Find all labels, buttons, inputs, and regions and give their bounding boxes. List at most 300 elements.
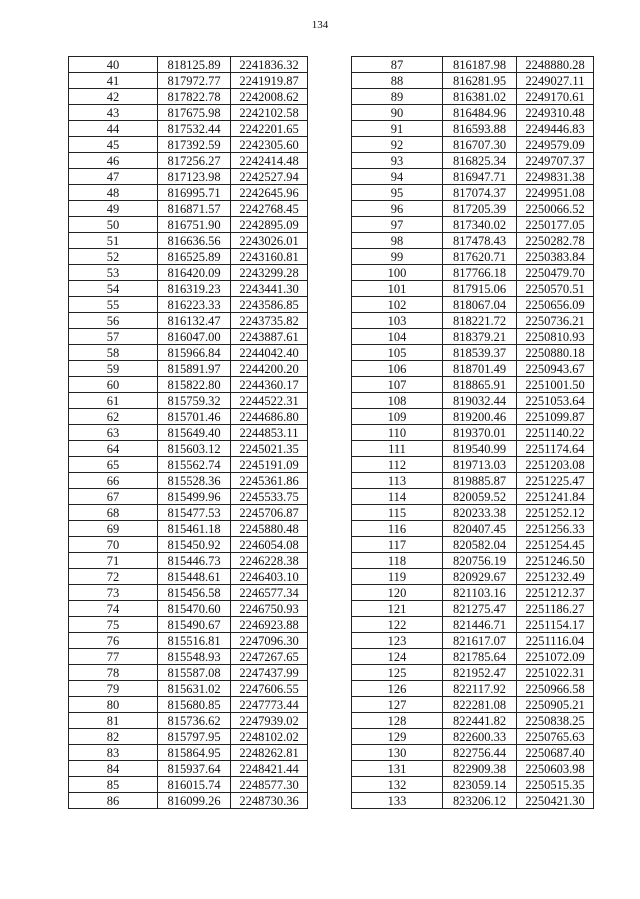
- x-coordinate-cell: 816751.90: [158, 217, 231, 233]
- point-number-cell: 70: [69, 537, 158, 553]
- point-number-cell: 45: [69, 137, 158, 153]
- x-coordinate-cell: 822441.82: [443, 713, 517, 729]
- x-coordinate-cell: 816871.57: [158, 201, 231, 217]
- x-coordinate-cell: 823059.14: [443, 777, 517, 793]
- table-row: [69, 377, 308, 393]
- table-row: [69, 505, 308, 521]
- x-coordinate-cell: 816047.00: [158, 329, 231, 345]
- point-number-cell: 90: [352, 105, 443, 121]
- x-coordinate-cell: 817766.18: [443, 265, 517, 281]
- y-coordinate-cell: 2251225.47: [517, 473, 594, 489]
- x-coordinate-cell: 815499.96: [158, 489, 231, 505]
- table-row: [69, 521, 308, 537]
- point-number-cell: 132: [352, 777, 443, 793]
- y-coordinate-cell: 2250966.58: [517, 681, 594, 697]
- point-number-cell: 62: [69, 409, 158, 425]
- point-number-cell: 60: [69, 377, 158, 393]
- point-number-cell: 82: [69, 729, 158, 745]
- x-coordinate-cell: 816484.96: [443, 105, 517, 121]
- y-coordinate-cell: 2249027.11: [517, 73, 594, 89]
- table-row: [352, 185, 594, 201]
- x-coordinate-cell: 816187.98: [443, 57, 517, 73]
- point-number-cell: 128: [352, 713, 443, 729]
- y-coordinate-cell: 2250810.93: [517, 329, 594, 345]
- y-coordinate-cell: 2250838.25: [517, 713, 594, 729]
- y-coordinate-cell: 2250905.21: [517, 697, 594, 713]
- table-row: [69, 585, 308, 601]
- x-coordinate-cell: 822281.08: [443, 697, 517, 713]
- table-row: [69, 713, 308, 729]
- y-coordinate-cell: 2247267.65: [231, 649, 308, 665]
- table-row: [352, 105, 594, 121]
- point-number-cell: 95: [352, 185, 443, 201]
- point-number-cell: 54: [69, 281, 158, 297]
- x-coordinate-cell: 821952.47: [443, 665, 517, 681]
- x-coordinate-cell: 818379.21: [443, 329, 517, 345]
- table-row: [352, 617, 594, 633]
- x-coordinate-cell: 819540.99: [443, 441, 517, 457]
- x-coordinate-cell: 822756.44: [443, 745, 517, 761]
- y-coordinate-cell: 2250687.40: [517, 745, 594, 761]
- x-coordinate-cell: 817478.43: [443, 233, 517, 249]
- point-number-cell: 122: [352, 617, 443, 633]
- x-coordinate-cell: 815470.60: [158, 601, 231, 617]
- point-number-cell: 117: [352, 537, 443, 553]
- table-row: [69, 793, 308, 809]
- y-coordinate-cell: 2246923.88: [231, 617, 308, 633]
- y-coordinate-cell: 2251072.09: [517, 649, 594, 665]
- table-row: [352, 409, 594, 425]
- y-coordinate-cell: 2250066.52: [517, 201, 594, 217]
- table-row: [352, 457, 594, 473]
- table-row: [69, 409, 308, 425]
- point-number-cell: 84: [69, 761, 158, 777]
- table-row: [69, 537, 308, 553]
- x-coordinate-cell: 821275.47: [443, 601, 517, 617]
- point-number-cell: 85: [69, 777, 158, 793]
- table-row: [69, 441, 308, 457]
- x-coordinate-cell: 821785.64: [443, 649, 517, 665]
- y-coordinate-cell: 2243586.85: [231, 297, 308, 313]
- x-coordinate-cell: 818221.72: [443, 313, 517, 329]
- y-coordinate-cell: 2241919.87: [231, 73, 308, 89]
- table-row: [69, 457, 308, 473]
- y-coordinate-cell: 2251256.33: [517, 521, 594, 537]
- x-coordinate-cell: 816420.09: [158, 265, 231, 281]
- point-number-cell: 109: [352, 409, 443, 425]
- x-coordinate-cell: 822117.92: [443, 681, 517, 697]
- point-number-cell: 107: [352, 377, 443, 393]
- table-row: [69, 361, 308, 377]
- point-number-cell: 48: [69, 185, 158, 201]
- y-coordinate-cell: 2244200.20: [231, 361, 308, 377]
- coordinate-table-right: [351, 56, 594, 809]
- x-coordinate-cell: 822600.33: [443, 729, 517, 745]
- y-coordinate-cell: 2242008.62: [231, 89, 308, 105]
- table-row: [352, 233, 594, 249]
- y-coordinate-cell: 2246403.10: [231, 569, 308, 585]
- table-row: [69, 201, 308, 217]
- x-coordinate-cell: 815548.93: [158, 649, 231, 665]
- y-coordinate-cell: 2245191.09: [231, 457, 308, 473]
- x-coordinate-cell: 817915.06: [443, 281, 517, 297]
- table-row: [352, 729, 594, 745]
- table-row: [69, 649, 308, 665]
- x-coordinate-cell: 815450.92: [158, 537, 231, 553]
- x-coordinate-cell: 817620.71: [443, 249, 517, 265]
- x-coordinate-cell: 820756.19: [443, 553, 517, 569]
- coordinate-table-left: [68, 56, 308, 809]
- point-number-cell: 115: [352, 505, 443, 521]
- table-row: [352, 137, 594, 153]
- table-row: [352, 57, 594, 73]
- point-number-cell: 97: [352, 217, 443, 233]
- table-row: [69, 153, 308, 169]
- point-number-cell: 57: [69, 329, 158, 345]
- y-coordinate-cell: 2244853.11: [231, 425, 308, 441]
- y-coordinate-cell: 2246577.34: [231, 585, 308, 601]
- y-coordinate-cell: 2245021.35: [231, 441, 308, 457]
- table-row: [352, 521, 594, 537]
- x-coordinate-cell: 820582.04: [443, 537, 517, 553]
- y-coordinate-cell: 2243160.81: [231, 249, 308, 265]
- table-row: [352, 217, 594, 233]
- y-coordinate-cell: 2244522.31: [231, 393, 308, 409]
- y-coordinate-cell: 2243887.61: [231, 329, 308, 345]
- y-coordinate-cell: 2251186.27: [517, 601, 594, 617]
- point-number-cell: 124: [352, 649, 443, 665]
- x-coordinate-cell: 816707.30: [443, 137, 517, 153]
- y-coordinate-cell: 2250656.09: [517, 297, 594, 313]
- x-coordinate-cell: 815461.18: [158, 521, 231, 537]
- y-coordinate-cell: 2251254.45: [517, 537, 594, 553]
- x-coordinate-cell: 816319.23: [158, 281, 231, 297]
- point-number-cell: 123: [352, 633, 443, 649]
- x-coordinate-cell: 817256.27: [158, 153, 231, 169]
- table-row: [352, 329, 594, 345]
- table-row: [69, 217, 308, 233]
- table-row: [352, 121, 594, 137]
- x-coordinate-cell: 822909.38: [443, 761, 517, 777]
- table-row: [352, 361, 594, 377]
- x-coordinate-cell: 815456.58: [158, 585, 231, 601]
- y-coordinate-cell: 2248262.81: [231, 745, 308, 761]
- table-row: [352, 681, 594, 697]
- table-row: [69, 57, 308, 73]
- point-number-cell: 69: [69, 521, 158, 537]
- table-row: [352, 345, 594, 361]
- table-row: [352, 777, 594, 793]
- y-coordinate-cell: 2250515.35: [517, 777, 594, 793]
- point-number-cell: 55: [69, 297, 158, 313]
- y-coordinate-cell: 2248577.30: [231, 777, 308, 793]
- x-coordinate-cell: 819885.87: [443, 473, 517, 489]
- point-number-cell: 114: [352, 489, 443, 505]
- y-coordinate-cell: 2251154.17: [517, 617, 594, 633]
- table-row: [69, 617, 308, 633]
- point-number-cell: 40: [69, 57, 158, 73]
- x-coordinate-cell: 817972.77: [158, 73, 231, 89]
- point-number-cell: 59: [69, 361, 158, 377]
- y-coordinate-cell: 2243299.28: [231, 265, 308, 281]
- x-coordinate-cell: 817123.98: [158, 169, 231, 185]
- x-coordinate-cell: 815528.36: [158, 473, 231, 489]
- point-number-cell: 81: [69, 713, 158, 729]
- table-row: [352, 665, 594, 681]
- y-coordinate-cell: 2243026.01: [231, 233, 308, 249]
- y-coordinate-cell: 2246228.38: [231, 553, 308, 569]
- table-row: [352, 697, 594, 713]
- x-coordinate-cell: 818067.04: [443, 297, 517, 313]
- table-row: [69, 761, 308, 777]
- y-coordinate-cell: 2250570.51: [517, 281, 594, 297]
- y-coordinate-cell: 2242527.94: [231, 169, 308, 185]
- x-coordinate-cell: 819713.03: [443, 457, 517, 473]
- x-coordinate-cell: 815864.95: [158, 745, 231, 761]
- table-row: [352, 297, 594, 313]
- y-coordinate-cell: 2251246.50: [517, 553, 594, 569]
- point-number-cell: 118: [352, 553, 443, 569]
- table-row: [69, 329, 308, 345]
- x-coordinate-cell: 816593.88: [443, 121, 517, 137]
- table-row: [352, 377, 594, 393]
- point-number-cell: 47: [69, 169, 158, 185]
- x-coordinate-cell: 820059.52: [443, 489, 517, 505]
- y-coordinate-cell: 2246054.08: [231, 537, 308, 553]
- table-row: [352, 201, 594, 217]
- y-coordinate-cell: 2243441.30: [231, 281, 308, 297]
- y-coordinate-cell: 2250736.21: [517, 313, 594, 329]
- point-number-cell: 79: [69, 681, 158, 697]
- y-coordinate-cell: 2244360.17: [231, 377, 308, 393]
- point-number-cell: 120: [352, 585, 443, 601]
- x-coordinate-cell: 817532.44: [158, 121, 231, 137]
- table-row: [352, 553, 594, 569]
- point-number-cell: 66: [69, 473, 158, 489]
- table-row: [69, 281, 308, 297]
- x-coordinate-cell: 817205.39: [443, 201, 517, 217]
- table-row: [69, 345, 308, 361]
- point-number-cell: 42: [69, 89, 158, 105]
- x-coordinate-cell: 815446.73: [158, 553, 231, 569]
- table-row: [69, 569, 308, 585]
- table-row: [352, 585, 594, 601]
- table-row: [69, 425, 308, 441]
- y-coordinate-cell: 2251053.64: [517, 393, 594, 409]
- point-number-cell: 87: [352, 57, 443, 73]
- y-coordinate-cell: 2244042.40: [231, 345, 308, 361]
- x-coordinate-cell: 816099.26: [158, 793, 231, 809]
- point-number-cell: 127: [352, 697, 443, 713]
- table-body: [352, 57, 594, 809]
- point-number-cell: 100: [352, 265, 443, 281]
- x-coordinate-cell: 816825.34: [443, 153, 517, 169]
- point-number-cell: 101: [352, 281, 443, 297]
- y-coordinate-cell: 2249951.08: [517, 185, 594, 201]
- point-number-cell: 111: [352, 441, 443, 457]
- point-number-cell: 52: [69, 249, 158, 265]
- y-coordinate-cell: 2247939.02: [231, 713, 308, 729]
- point-number-cell: 68: [69, 505, 158, 521]
- y-coordinate-cell: 2251116.04: [517, 633, 594, 649]
- point-number-cell: 99: [352, 249, 443, 265]
- y-coordinate-cell: 2251212.37: [517, 585, 594, 601]
- point-number-cell: 67: [69, 489, 158, 505]
- point-number-cell: 53: [69, 265, 158, 281]
- point-number-cell: 88: [352, 73, 443, 89]
- y-coordinate-cell: 2245361.86: [231, 473, 308, 489]
- x-coordinate-cell: 818865.91: [443, 377, 517, 393]
- x-coordinate-cell: 815562.74: [158, 457, 231, 473]
- table-row: [352, 537, 594, 553]
- table-row: [352, 265, 594, 281]
- x-coordinate-cell: 817392.59: [158, 137, 231, 153]
- point-number-cell: 116: [352, 521, 443, 537]
- y-coordinate-cell: 2249170.61: [517, 89, 594, 105]
- x-coordinate-cell: 815448.61: [158, 569, 231, 585]
- table-row: [69, 489, 308, 505]
- table-row: [352, 73, 594, 89]
- y-coordinate-cell: 2250765.63: [517, 729, 594, 745]
- point-number-cell: 51: [69, 233, 158, 249]
- table-row: [69, 473, 308, 489]
- x-coordinate-cell: 816995.71: [158, 185, 231, 201]
- y-coordinate-cell: 2245533.75: [231, 489, 308, 505]
- table-row: [69, 665, 308, 681]
- x-coordinate-cell: 821617.07: [443, 633, 517, 649]
- x-coordinate-cell: 817340.02: [443, 217, 517, 233]
- table-row: [69, 105, 308, 121]
- point-number-cell: 56: [69, 313, 158, 329]
- table-row: [352, 633, 594, 649]
- x-coordinate-cell: 818701.49: [443, 361, 517, 377]
- table-row: [352, 393, 594, 409]
- table-row: [69, 73, 308, 89]
- table-row: [352, 505, 594, 521]
- x-coordinate-cell: 816947.71: [443, 169, 517, 185]
- point-number-cell: 130: [352, 745, 443, 761]
- x-coordinate-cell: 821103.16: [443, 585, 517, 601]
- table-row: [352, 249, 594, 265]
- x-coordinate-cell: 815649.40: [158, 425, 231, 441]
- point-number-cell: 121: [352, 601, 443, 617]
- y-coordinate-cell: 2250282.78: [517, 233, 594, 249]
- point-number-cell: 86: [69, 793, 158, 809]
- point-number-cell: 78: [69, 665, 158, 681]
- point-number-cell: 103: [352, 313, 443, 329]
- x-coordinate-cell: 820407.45: [443, 521, 517, 537]
- point-number-cell: 43: [69, 105, 158, 121]
- table-row: [69, 313, 308, 329]
- point-number-cell: 58: [69, 345, 158, 361]
- x-coordinate-cell: 818539.37: [443, 345, 517, 361]
- point-number-cell: 104: [352, 329, 443, 345]
- x-coordinate-cell: 820929.67: [443, 569, 517, 585]
- table-row: [352, 169, 594, 185]
- table-row: [352, 313, 594, 329]
- y-coordinate-cell: 2251203.08: [517, 457, 594, 473]
- y-coordinate-cell: 2242645.96: [231, 185, 308, 201]
- y-coordinate-cell: 2250421.30: [517, 793, 594, 809]
- table-row: [69, 89, 308, 105]
- x-coordinate-cell: 818125.89: [158, 57, 231, 73]
- y-coordinate-cell: 2242414.48: [231, 153, 308, 169]
- x-coordinate-cell: 821446.71: [443, 617, 517, 633]
- point-number-cell: 93: [352, 153, 443, 169]
- y-coordinate-cell: 2251022.31: [517, 665, 594, 681]
- y-coordinate-cell: 2251252.12: [517, 505, 594, 521]
- y-coordinate-cell: 2249446.83: [517, 121, 594, 137]
- point-number-cell: 129: [352, 729, 443, 745]
- table-row: [69, 745, 308, 761]
- x-coordinate-cell: 815477.53: [158, 505, 231, 521]
- table-row: [352, 761, 594, 777]
- point-number-cell: 106: [352, 361, 443, 377]
- point-number-cell: 105: [352, 345, 443, 361]
- point-number-cell: 119: [352, 569, 443, 585]
- point-number-cell: 65: [69, 457, 158, 473]
- x-coordinate-cell: 815680.85: [158, 697, 231, 713]
- point-number-cell: 98: [352, 233, 443, 249]
- point-number-cell: 83: [69, 745, 158, 761]
- point-number-cell: 77: [69, 649, 158, 665]
- y-coordinate-cell: 2245880.48: [231, 521, 308, 537]
- point-number-cell: 64: [69, 441, 158, 457]
- table-row: [69, 553, 308, 569]
- x-coordinate-cell: 815797.95: [158, 729, 231, 745]
- table-row: [352, 569, 594, 585]
- table-row: [352, 441, 594, 457]
- table-row: [69, 697, 308, 713]
- point-number-cell: 126: [352, 681, 443, 697]
- point-number-cell: 110: [352, 425, 443, 441]
- table-body: [69, 57, 308, 809]
- y-coordinate-cell: 2242305.60: [231, 137, 308, 153]
- point-number-cell: 89: [352, 89, 443, 105]
- table-row: [69, 297, 308, 313]
- point-number-cell: 61: [69, 393, 158, 409]
- table-row: [69, 633, 308, 649]
- point-number-cell: 112: [352, 457, 443, 473]
- table-row: [69, 233, 308, 249]
- y-coordinate-cell: 2247437.99: [231, 665, 308, 681]
- point-number-cell: 73: [69, 585, 158, 601]
- table-row: [352, 473, 594, 489]
- x-coordinate-cell: 816381.02: [443, 89, 517, 105]
- point-number-cell: 71: [69, 553, 158, 569]
- x-coordinate-cell: 817675.98: [158, 105, 231, 121]
- x-coordinate-cell: 820233.38: [443, 505, 517, 521]
- y-coordinate-cell: 2242895.09: [231, 217, 308, 233]
- point-number-cell: 108: [352, 393, 443, 409]
- y-coordinate-cell: 2251241.84: [517, 489, 594, 505]
- y-coordinate-cell: 2251174.64: [517, 441, 594, 457]
- x-coordinate-cell: 815490.67: [158, 617, 231, 633]
- point-number-cell: 44: [69, 121, 158, 137]
- x-coordinate-cell: 823206.12: [443, 793, 517, 809]
- table-row: [352, 153, 594, 169]
- point-number-cell: 131: [352, 761, 443, 777]
- x-coordinate-cell: 816015.74: [158, 777, 231, 793]
- point-number-cell: 125: [352, 665, 443, 681]
- table-row: [352, 601, 594, 617]
- point-number-cell: 80: [69, 697, 158, 713]
- y-coordinate-cell: 2249310.48: [517, 105, 594, 121]
- x-coordinate-cell: 819032.44: [443, 393, 517, 409]
- point-number-cell: 75: [69, 617, 158, 633]
- point-number-cell: 96: [352, 201, 443, 217]
- y-coordinate-cell: 2246750.93: [231, 601, 308, 617]
